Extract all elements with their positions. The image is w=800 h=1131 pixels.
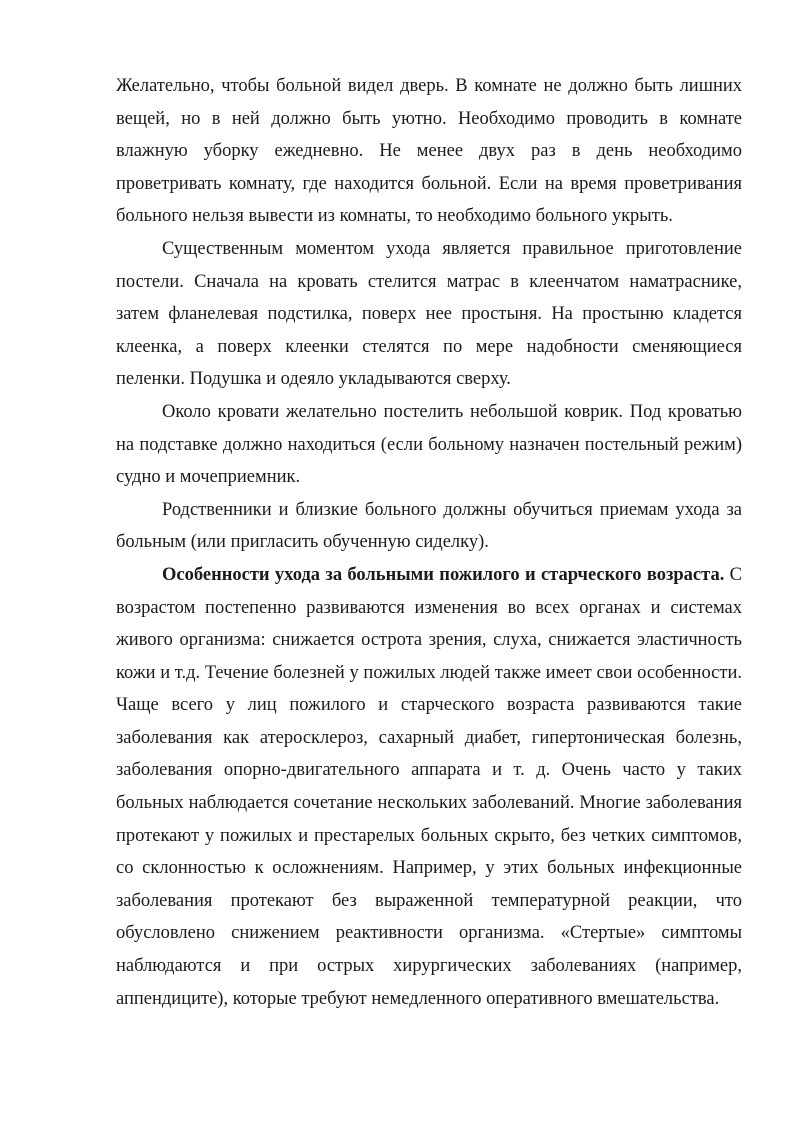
paragraph-rug-and-vessel: Около кровати желательно постелить небольшой коврик. Под кроватью на подставке должно находиться (если больному назначен постельный режим) судно и мочеприемник. xyxy=(116,401,742,488)
paragraph-relatives-training: Родственники и близкие больного должны обучиться приемам ухода за больным (или пригласить обученную сиделку). xyxy=(116,499,742,553)
document-page xyxy=(116,70,742,1015)
paragraph-elderly-care xyxy=(116,559,742,1015)
paragraph-bed-preparation: Существенным моментом ухода является правильное приготовление постели. Сначала на кровать стелится матрас в клеенчатом наматраснике, затем фланелевая подстилка, поверх нее простыня. На простыню кладется клеенка, а поверх клеенки стелятся по мере надобности сменяющиеся пеленки. Подушка и одеяло укладываются сверху. xyxy=(116,238,742,390)
paragraph-elderly-care-text: С возрастом постепенно развиваются изменения во всех органах и системах живого организма: снижается острота зрения, слуха, снижается эластичность кожи и т.д. Течение болезней у пожилых людей также имеет свои особенности. Чаще всего у лиц пожилого и старческого возраста развиваются такие заболевания как атеросклероз, сахарный диабет, гипертоническая болезнь, заболевания опорно-двигательного аппарата и т. д. Очень часто у таких больных наблюдается сочетание нескольких заболеваний. Многие заболевания протекают у пожилых и престарелых больных скрыто, без четких симптомов, со склонностью к осложнениям. Например, у этих больных инфекционные заболевания протекают без выраженной температурной реакции, что обусловлено снижением реактивности организма. «Стертые» симптомы наблюдаются и при острых хирургических заболеваниях (например, аппендиците), которые требуют немедленного оперативного вмешательства. xyxy=(116,564,743,1009)
paragraph-room-conditions: Желательно, чтобы больной видел дверь. В комнате не должно быть лишних вещей, но в ней должно быть уютно. Необходимо проводить в комнате влажную уборку ежедневно. Не менее двух раз в день необходимо проветривать комнату, где находится больной. Если на время проветривания больного нельзя вывести из комнаты, то необходимо больного укрыть. xyxy=(116,76,742,227)
section-heading-elderly-care: Особенности ухода за больными пожилого и старческого возраста. xyxy=(162,564,725,585)
